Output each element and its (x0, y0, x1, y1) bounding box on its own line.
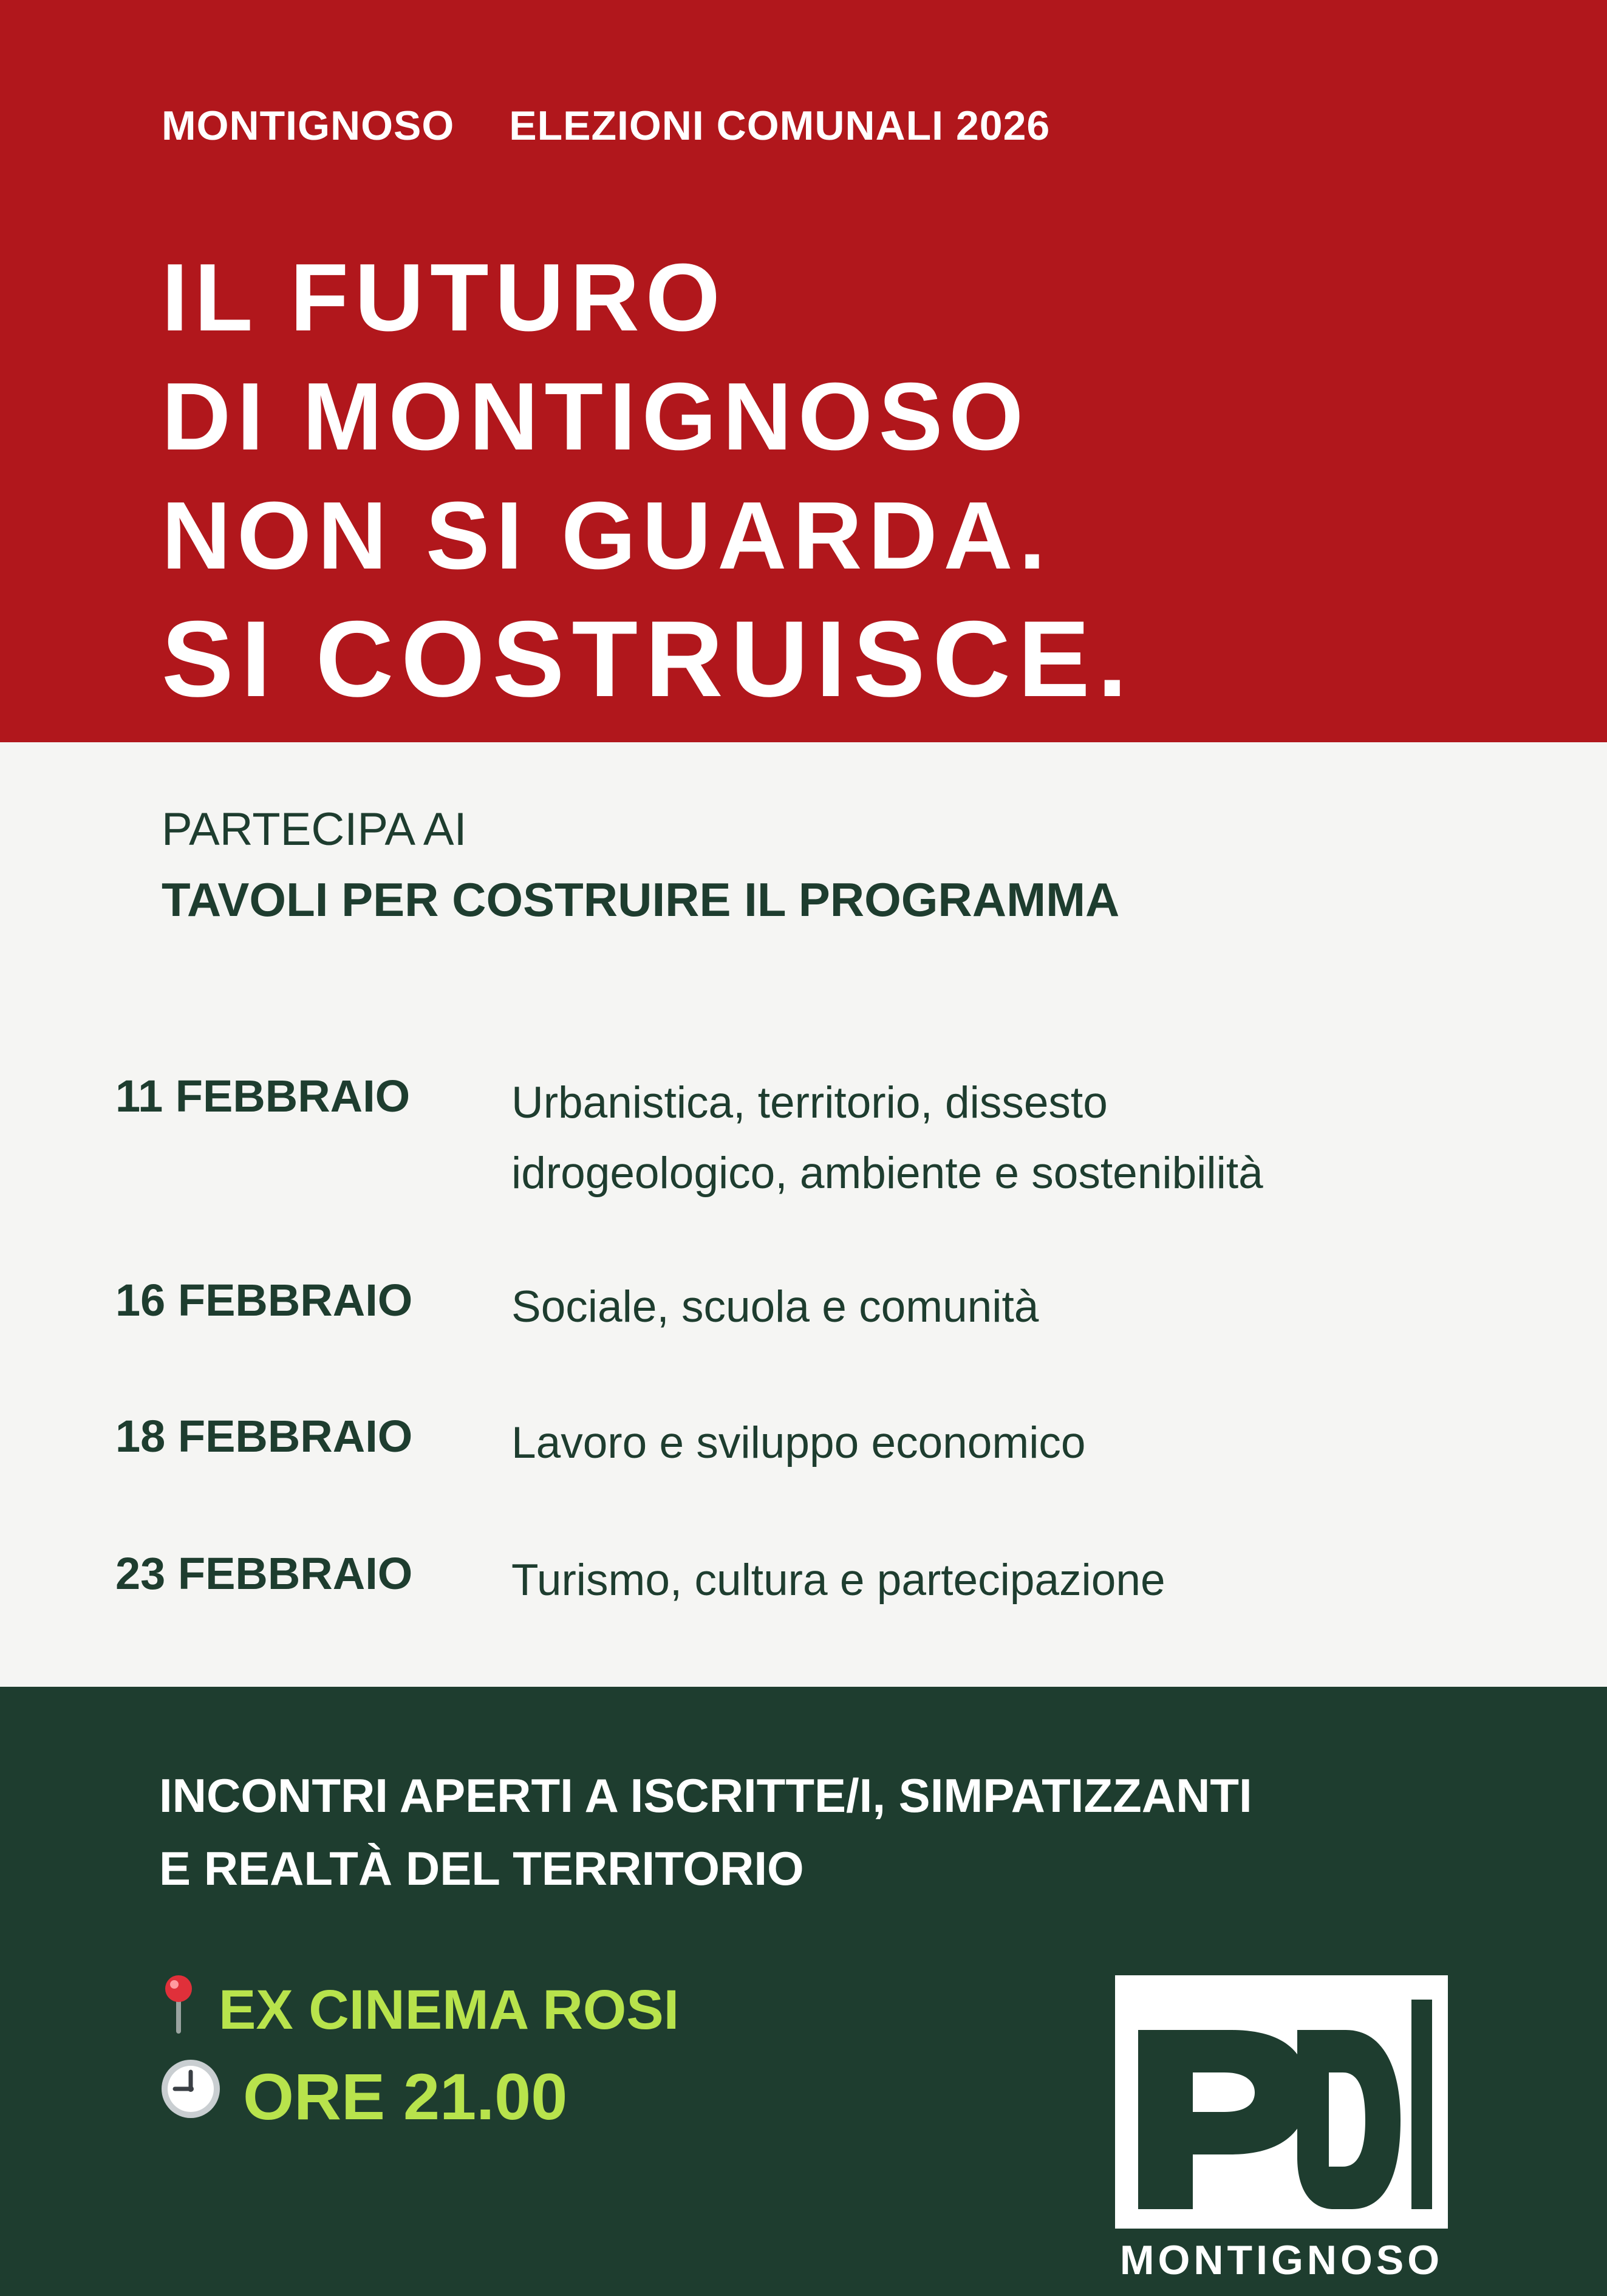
headline-line-4: SI COSTRUISCE. (162, 598, 1135, 719)
schedule-topic-line: Lavoro e sviluppo economico (511, 1418, 1086, 1467)
schedule-date: 23 FEBBRAIO (115, 1548, 413, 1599)
invite-line-1: INCONTRI APERTI A ISCRITTE/I, SIMPATIZZANTI (159, 1769, 1252, 1822)
schedule-date: 16 FEBBRAIO (115, 1275, 413, 1325)
headline (162, 238, 1134, 723)
schedule-date: 18 FEBBRAIO (115, 1411, 413, 1461)
invite-line-2: E REALTÀ DEL TERRITORIO (159, 1842, 804, 1895)
schedule-topic (511, 1068, 1544, 1209)
schedule-topic (511, 1272, 1544, 1342)
red-section (0, 0, 1607, 742)
time-text: ORE 21.00 (243, 2059, 568, 2133)
header-line (162, 102, 1050, 149)
headline-line-1: IL FUTURO (162, 244, 726, 351)
schedule-topic-line: Turismo, cultura e partecipazione (511, 1556, 1165, 1605)
venue (159, 1973, 679, 2047)
logo-caption: MONTIGNOSO (1119, 2237, 1444, 2283)
intro-line-1: PARTECIPA AI (162, 804, 467, 855)
time (159, 2053, 567, 2136)
invite-text (159, 1759, 1252, 1905)
schedule-topic (511, 1545, 1544, 1616)
schedule-topic-line: Sociale, scuola e comunità (511, 1282, 1039, 1331)
schedule-topic (511, 1408, 1544, 1478)
schedule-topic-line: Urbanistica, territorio, dissesto (511, 1078, 1108, 1127)
header-event: ELEZIONI COMUNALI 2026 (509, 103, 1051, 149)
venue-text: EX CINEMA ROSI (219, 1978, 680, 2041)
headline-line-2: DI MONTIGNOSO (162, 363, 1030, 470)
intro-line-2: TAVOLI PER COSTRUIRE IL PROGRAMMA (162, 873, 1120, 926)
header-place: MONTIGNOSO (162, 103, 455, 149)
schedule-topic-line: idrogeologico, ambiente e sostenibilità (511, 1149, 1263, 1198)
clock-icon (159, 2057, 222, 2136)
headline-line-3: NON SI GUARDA. (162, 482, 1052, 589)
schedule-date: 11 FEBBRAIO (115, 1071, 411, 1121)
pd-logo (1115, 1975, 1448, 2229)
pin-icon (159, 1973, 198, 2047)
